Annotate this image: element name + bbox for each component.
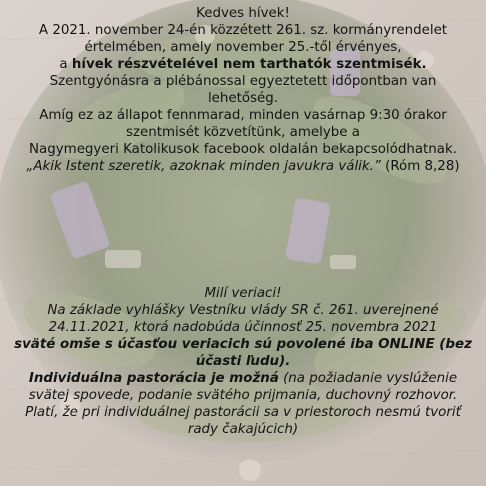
slovak-line-5 <box>4 370 482 387</box>
hungarian-line-1: A 2021. november 24-én közzétett 261. sz. kormányrendelet <box>38 23 448 38</box>
hungarian-line-6: Amíg ez az állapot fennmarad, minden vasárnap 9:30 órakor <box>39 108 447 123</box>
hungarian-line-3-bold: hívek részvételével nem tarthatók szentmisék. <box>71 57 427 72</box>
slovak-line-1: Na základe vyhlášky Vestníku vlády SR č. 261. uverejnené <box>47 303 439 318</box>
slovak-line-7: Platí, že pri individuálnej pastorácii sa v priestoroch nesmú tvoriť <box>25 405 461 420</box>
slovak-announcement <box>4 285 482 438</box>
slovak-line-2: 24.11.2021, ktorá nadobúda účinnosť 25. novembra 2021 <box>48 320 438 335</box>
hungarian-line-2: értelmében, amely november 25.-től érvényes, <box>84 40 402 55</box>
hungarian-quote-text: „Akik Istent szeretik, azoknak minden javukra válik.” <box>26 159 381 174</box>
slovak-line-8: rady čakajúcich) <box>187 422 299 437</box>
hungarian-greeting: Kedves hívek! <box>196 6 290 21</box>
slovak-line-6: svätej spovede, podanie svätého prijmania, duchovný rozhovor. <box>28 388 458 403</box>
slovak-line-4: účasti ľudu). <box>195 354 291 369</box>
hungarian-quote-reference: (Róm 8,28) <box>380 159 460 174</box>
slovak-line-3: sväté omše s účasťou veriacich sú povolené iba ONLINE (bez <box>14 337 472 352</box>
slovak-line-5-bold: Individuálna pastorácia je možná <box>28 371 279 386</box>
hungarian-announcement <box>4 5 482 175</box>
hungarian-line-8: Nagymegyeri Katolikusok facebook oldalán bekapcsolódhatnak. <box>29 142 457 157</box>
hungarian-quote <box>4 158 482 175</box>
slovak-greeting: Milí veriaci! <box>204 286 282 301</box>
slovak-line-5-rest: (na požiadanie vyslúženie <box>278 371 458 386</box>
hungarian-line-7: szentmisét közvetítünk, amelybe a <box>126 125 360 140</box>
hungarian-line-4: Szentgyónásra a plébánossal egyeztetett időpontban van <box>49 74 437 89</box>
hungarian-line-3-prefix: a <box>59 57 72 72</box>
hungarian-line-3 <box>4 56 482 73</box>
hungarian-line-5: lehetőség. <box>207 91 279 106</box>
